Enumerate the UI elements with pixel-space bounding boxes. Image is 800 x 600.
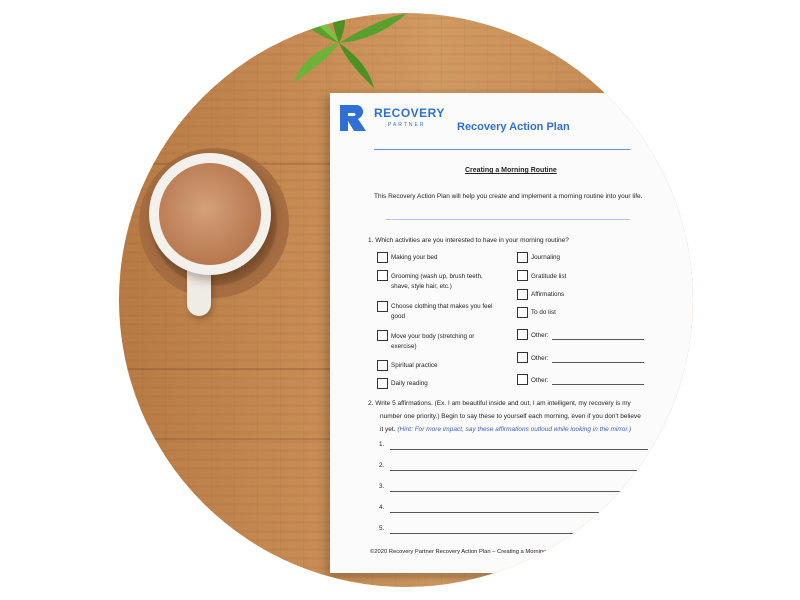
checkbox[interactable] (377, 330, 388, 341)
checkbox[interactable] (377, 360, 388, 371)
option-label: shave, style hair, etc.) (391, 283, 452, 290)
option-label: Other: (531, 377, 549, 384)
question-2-line (380, 423, 631, 436)
worksheet-paper (330, 93, 693, 573)
checkbox[interactable] (517, 352, 528, 363)
option-label: good (391, 313, 406, 320)
other-input-line[interactable] (552, 339, 644, 340)
answer-line[interactable] (390, 470, 648, 471)
question-1: 1. Which activities are you interested to have in your morning routine? (368, 237, 569, 244)
answer-line[interactable] (390, 491, 648, 492)
checkbox[interactable] (377, 301, 388, 312)
option-label: Spiritual practice (391, 362, 438, 369)
checkbox[interactable] (517, 270, 528, 281)
answer-number: 1. (379, 441, 385, 448)
coffee-mug-icon (149, 153, 271, 275)
checkbox[interactable] (517, 374, 528, 385)
option-label: Making your bed (391, 254, 438, 261)
answer-line[interactable] (390, 449, 648, 450)
plant-leaves-icon (269, 13, 409, 93)
other-input-line[interactable] (552, 362, 644, 363)
intro-divider (386, 219, 630, 220)
option-label: exercise) (391, 343, 417, 350)
answer-number: 4. (379, 504, 385, 511)
answer-line[interactable] (390, 512, 648, 513)
footer-text: ©2020 Recovery Partner Recovery Action Plan – Creating a Morning Routine (370, 549, 568, 555)
intro-text: This Recovery Action Plan will help you create and implement a morning routine into your life. (374, 193, 643, 200)
question-2-text: it yet. (380, 426, 396, 433)
checkbox[interactable] (377, 378, 388, 389)
title-divider (374, 149, 630, 150)
page-title: Recovery Action Plan (457, 121, 570, 133)
brand-sub: PARTNER (388, 122, 426, 128)
option-label: Move your body (stretching or (391, 333, 475, 340)
brand-name: RECOVERY (374, 106, 445, 120)
option-label: Grooming (wash up, brush teeth, (391, 273, 483, 280)
option-label: To do list (531, 309, 556, 316)
checkbox[interactable] (517, 252, 528, 263)
checkbox[interactable] (517, 307, 528, 318)
answer-number: 5. (379, 525, 385, 532)
answer-number: 3. (379, 483, 385, 490)
option-label: Gratitude list (531, 273, 567, 280)
option-label: Other: (531, 332, 549, 339)
answer-line[interactable] (390, 533, 648, 534)
question-2-line: 2. Write 5 affirmations. (Ex. I am beautiful inside and out, I am intelligent, my recovery is my (368, 400, 631, 407)
other-input-line[interactable] (552, 384, 644, 385)
option-label: Other: (531, 355, 549, 362)
checkbox[interactable] (517, 329, 528, 340)
photo-circle (119, 13, 693, 587)
checkbox[interactable] (377, 252, 388, 263)
question-2-line: number one priority.) Begin to say these to yourself each morning, even if you don't believe (380, 413, 641, 420)
option-label: Affirmations (531, 291, 565, 298)
option-label: Choose clothing that makes you feel (391, 303, 493, 310)
coffee-surface (159, 163, 261, 265)
checkbox[interactable] (517, 289, 528, 300)
option-label: Journaling (531, 254, 561, 261)
section-title: Creating a Morning Routine (465, 167, 557, 174)
checkbox[interactable] (377, 270, 388, 281)
recovery-partner-logo-icon (340, 105, 368, 131)
question-2-hint: (Hint: For more impact, say these affirmations outloud while looking in the mirror.) (397, 426, 632, 433)
answer-number: 2. (379, 462, 385, 469)
option-label: Daily reading (391, 380, 428, 387)
